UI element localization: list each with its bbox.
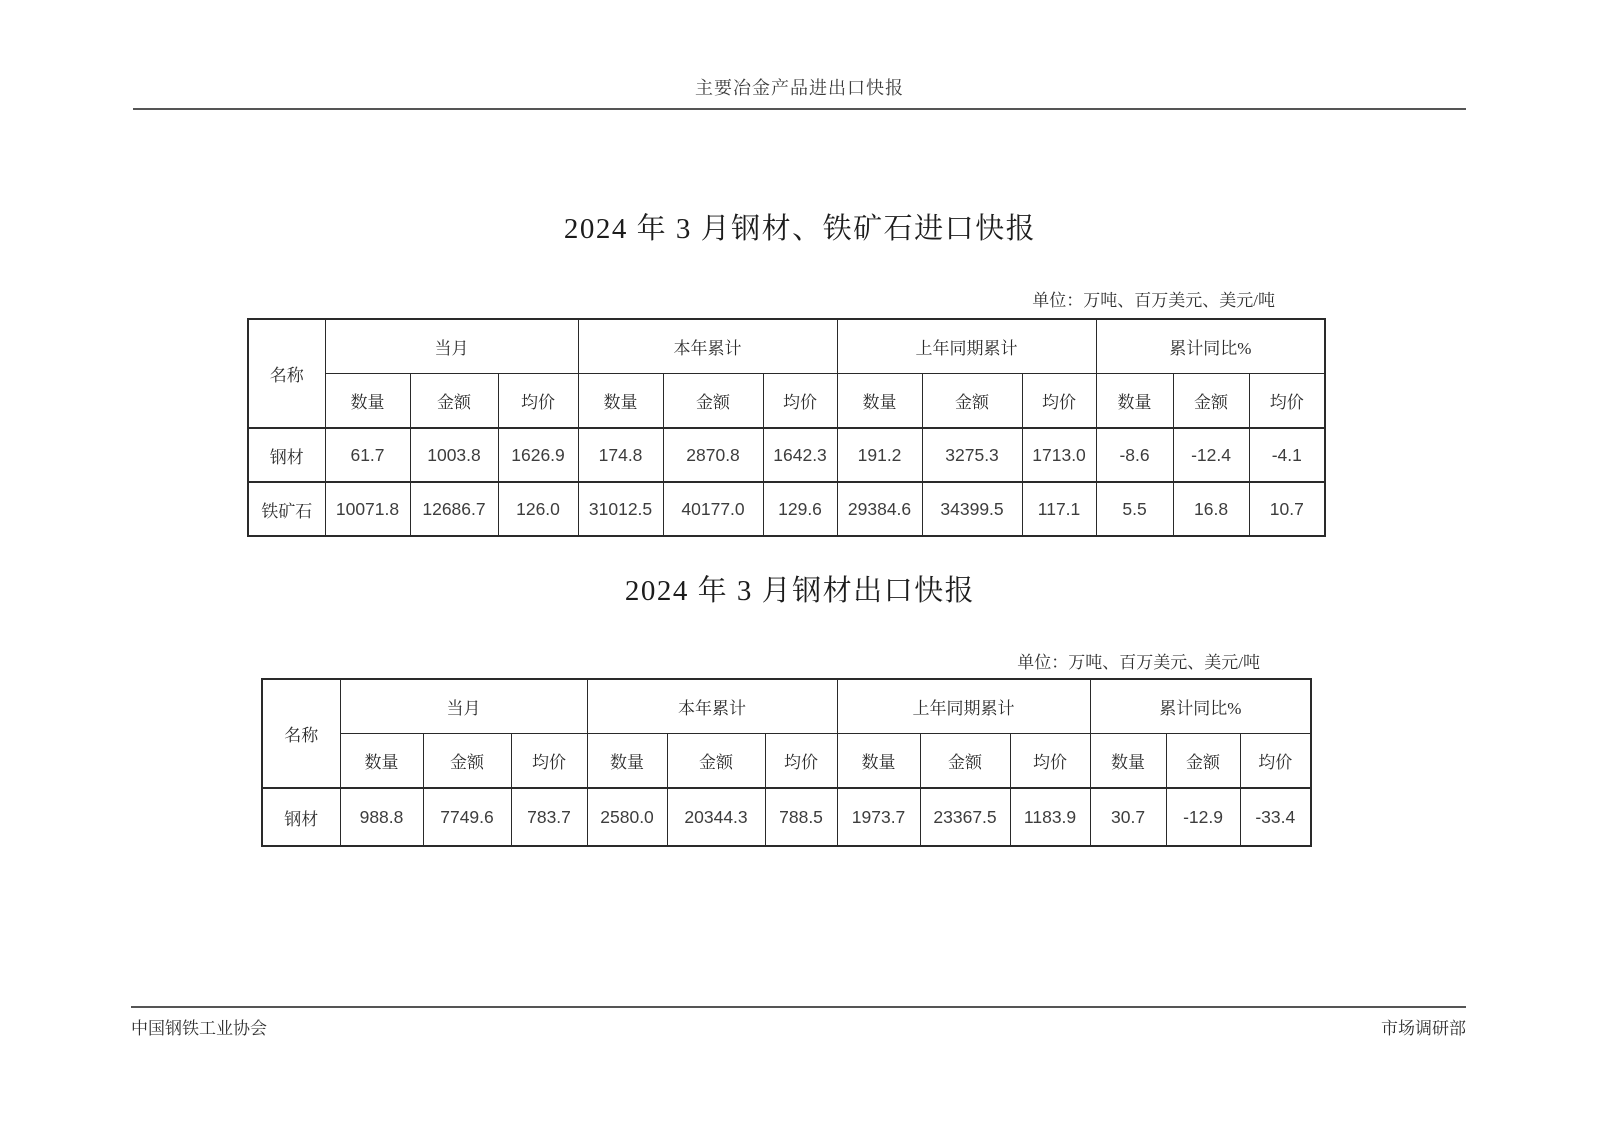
document-header	[133, 74, 1466, 110]
group-header-current-month: 当月	[340, 679, 587, 734]
group-header-prior-year-ytd: 上年同期累计	[837, 319, 1096, 374]
name-column-header: 名称	[248, 319, 325, 428]
cell: 29384.6	[837, 482, 922, 536]
table-row-steel	[262, 788, 1311, 846]
col-header-quantity: 数量	[837, 734, 920, 789]
cell: 7749.6	[423, 788, 511, 846]
group-header-ytd: 本年累计	[578, 319, 837, 374]
col-header-avg-price: 均价	[1249, 374, 1325, 429]
col-header-avg-price: 均价	[1240, 734, 1311, 789]
cell: 12686.7	[410, 482, 498, 536]
export-report-title: 2024 年 3 月钢材出口快报	[624, 575, 976, 607]
import-report-title: 2024 年 3 月钢材、铁矿石进口快报	[563, 213, 1037, 245]
col-header-quantity: 数量	[340, 734, 423, 789]
cell: 10071.8	[325, 482, 410, 536]
table-row-iron-ore	[248, 482, 1325, 536]
cell: 1003.8	[410, 428, 498, 482]
table-row-steel	[248, 428, 1325, 482]
import-table	[247, 318, 1326, 537]
document-footer	[131, 1006, 1466, 1039]
export-sub-header-row	[262, 734, 1311, 789]
col-header-avg-price: 均价	[1022, 374, 1096, 429]
cell: 1183.9	[1010, 788, 1090, 846]
export-group-header-row	[262, 679, 1311, 734]
cell: 2870.8	[663, 428, 763, 482]
cell: 31012.5	[578, 482, 663, 536]
cell: -33.4	[1240, 788, 1311, 846]
cell: 30.7	[1090, 788, 1166, 846]
cell: 988.8	[340, 788, 423, 846]
import-sub-header-row	[248, 374, 1325, 429]
cell: -12.9	[1166, 788, 1240, 846]
group-header-prior-year-ytd: 上年同期累计	[837, 679, 1090, 734]
cell: 1713.0	[1022, 428, 1096, 482]
col-header-avg-price: 均价	[498, 374, 578, 429]
col-header-amount: 金额	[922, 374, 1022, 429]
import-group-header-row	[248, 319, 1325, 374]
cell: 10.7	[1249, 482, 1325, 536]
cell: 126.0	[498, 482, 578, 536]
cell: 23367.5	[920, 788, 1010, 846]
col-header-amount: 金额	[920, 734, 1010, 789]
col-header-avg-price: 均价	[763, 374, 837, 429]
import-unit-note: 单位：万吨、百万美元、美元/吨	[1032, 291, 1275, 310]
footer-left: 中国钢铁工业协会	[131, 1019, 267, 1038]
col-header-amount: 金额	[1166, 734, 1240, 789]
col-header-quantity: 数量	[587, 734, 667, 789]
col-header-amount: 金额	[410, 374, 498, 429]
export-unit-note: 单位：万吨、百万美元、美元/吨	[1017, 653, 1260, 672]
col-header-quantity: 数量	[1090, 734, 1166, 789]
cell: 40177.0	[663, 482, 763, 536]
document-header-title: 主要冶金产品进出口快报	[695, 78, 904, 98]
cell: 783.7	[511, 788, 587, 846]
row-name: 钢材	[262, 788, 340, 846]
col-header-avg-price: 均价	[765, 734, 837, 789]
col-header-avg-price: 均价	[511, 734, 587, 789]
col-header-avg-price: 均价	[1010, 734, 1090, 789]
cell: -12.4	[1173, 428, 1249, 482]
cell: 174.8	[578, 428, 663, 482]
cell: 1642.3	[763, 428, 837, 482]
col-header-quantity: 数量	[578, 374, 663, 429]
cell: 788.5	[765, 788, 837, 846]
cell: 5.5	[1096, 482, 1173, 536]
col-header-amount: 金额	[423, 734, 511, 789]
col-header-quantity: 数量	[837, 374, 922, 429]
group-header-current-month: 当月	[325, 319, 578, 374]
cell: 1626.9	[498, 428, 578, 482]
col-header-amount: 金额	[663, 374, 763, 429]
col-header-amount: 金额	[667, 734, 765, 789]
cell: 2580.0	[587, 788, 667, 846]
cell: 191.2	[837, 428, 922, 482]
group-header-yoy-percent: 累计同比%	[1090, 679, 1311, 734]
cell: 34399.5	[922, 482, 1022, 536]
cell: -4.1	[1249, 428, 1325, 482]
cell: 16.8	[1173, 482, 1249, 536]
cell: 129.6	[763, 482, 837, 536]
name-column-header: 名称	[262, 679, 340, 788]
row-name: 铁矿石	[248, 482, 325, 536]
row-name: 钢材	[248, 428, 325, 482]
cell: 1973.7	[837, 788, 920, 846]
group-header-ytd: 本年累计	[587, 679, 837, 734]
cell: 20344.3	[667, 788, 765, 846]
cell: 3275.3	[922, 428, 1022, 482]
col-header-amount: 金额	[1173, 374, 1249, 429]
col-header-quantity: 数量	[325, 374, 410, 429]
col-header-quantity: 数量	[1096, 374, 1173, 429]
footer-right: 市场调研部	[1381, 1019, 1466, 1038]
cell: 61.7	[325, 428, 410, 482]
export-table	[261, 678, 1312, 847]
cell: 117.1	[1022, 482, 1096, 536]
cell: -8.6	[1096, 428, 1173, 482]
group-header-yoy-percent: 累计同比%	[1096, 319, 1325, 374]
